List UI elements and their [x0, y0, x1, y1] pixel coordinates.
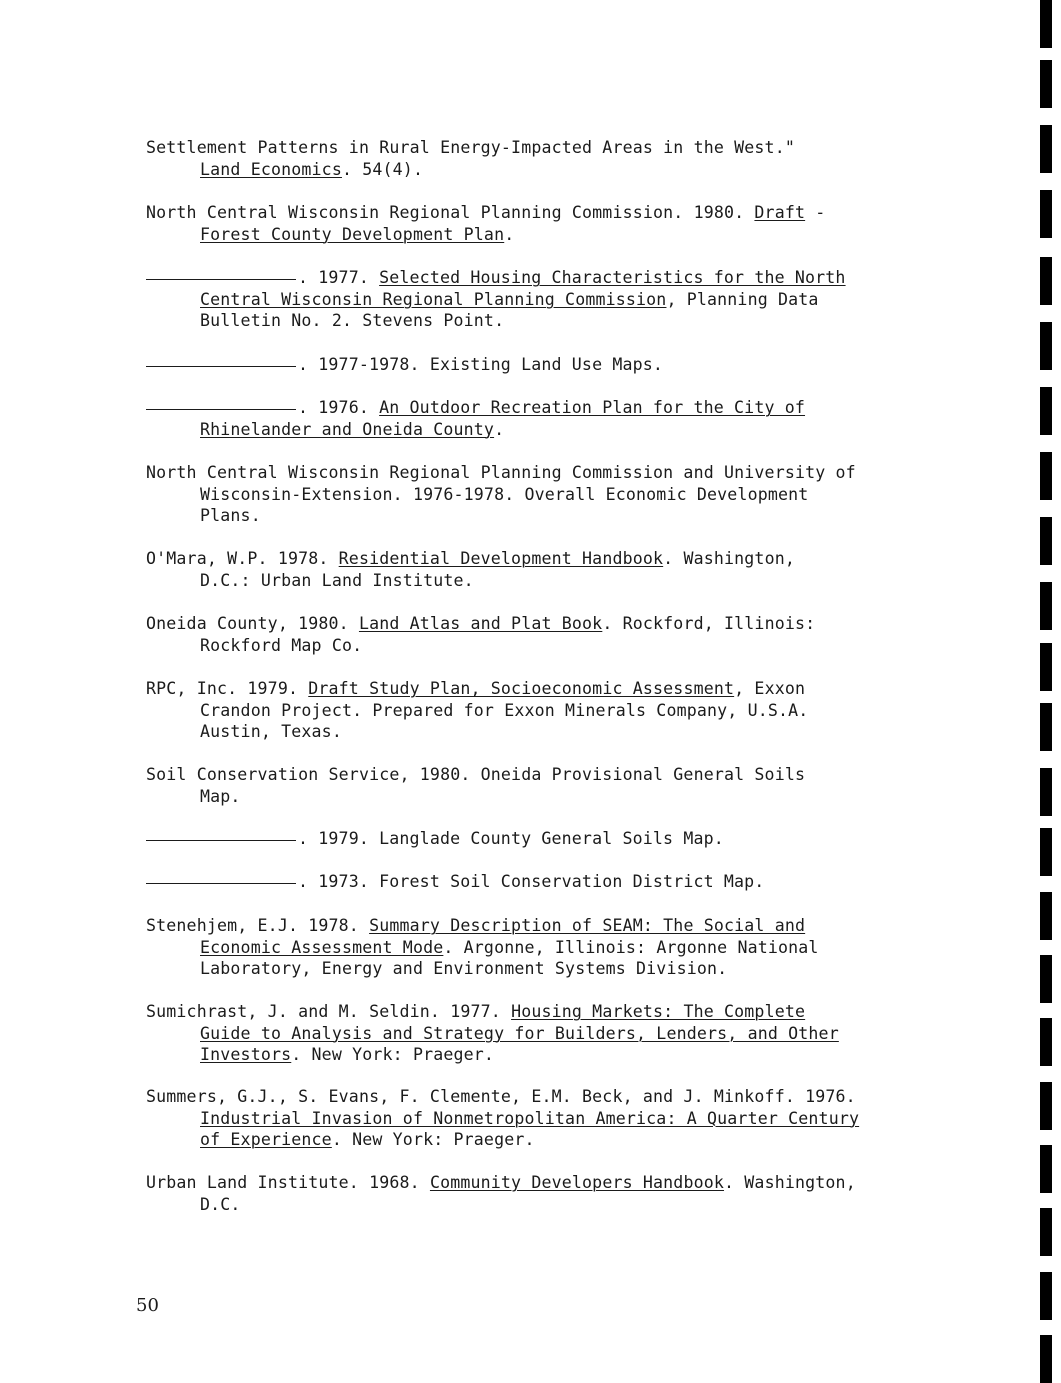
reference-text: Oneida County, 1980.: [146, 614, 359, 633]
reference-line: [146, 505, 946, 527]
reference-text: . New York: Praeger.: [331, 1130, 535, 1149]
reference-text: , Planning Data: [666, 289, 819, 309]
scan-edge-mark: [1040, 1018, 1052, 1066]
reference-text: . Rockford, Illinois:: [602, 614, 816, 633]
reference-text: Summers, G.J., S. Evans, F. Clemente, E.M. Beck, and J. Minkoff. 1976.: [146, 1087, 856, 1106]
reference-entry: [146, 548, 946, 591]
reference-text: . 1977.: [298, 268, 380, 287]
reference-text: . 1979. Langlade County General Soils Map.: [298, 829, 724, 848]
reference-line: [146, 484, 946, 506]
reference-title: Draft: [754, 203, 806, 222]
reference-text: North Central Wisconsin Regional Planning Commission and University of: [146, 463, 856, 482]
scan-edge-mark: [1040, 452, 1052, 500]
reference-text: . 1977-1978. Existing Land Use Maps.: [298, 355, 664, 374]
reference-text: . New York: Praeger.: [291, 1045, 495, 1064]
reference-text: Map.: [200, 786, 241, 806]
reference-line: [146, 786, 946, 808]
scan-edge-mark: [1040, 1335, 1052, 1383]
reference-line: [146, 700, 946, 722]
reference-title: Forest County Development Plan: [200, 224, 505, 244]
reference-title: Rhinelander and Oneida County: [200, 419, 495, 439]
scan-edge-mark: [1040, 1208, 1052, 1256]
reference-entry: [146, 354, 946, 376]
reference-text: O'Mara, W.P. 1978.: [146, 549, 339, 568]
reference-entry: [146, 678, 946, 743]
reference-title: of Experience: [200, 1130, 332, 1149]
reference-text: Crandon Project. Prepared for Exxon Minerals Company, U.S.A.: [200, 700, 809, 720]
scan-edge-mark: [1040, 60, 1052, 108]
reference-title: Guide to Analysis and Strategy for Builders, Lenders, and Other: [200, 1023, 839, 1043]
scan-edge-mark: [1040, 1272, 1052, 1320]
reference-text: North Central Wisconsin Regional Planning Commission. 1980.: [146, 203, 755, 222]
reference-line: [146, 267, 946, 289]
reference-line: [146, 310, 946, 332]
reference-line: [146, 871, 946, 893]
reference-entry: [146, 1172, 946, 1215]
reference-text: Laboratory, Energy and Environment Systems Division.: [200, 959, 728, 978]
scan-edge-mark: [1040, 892, 1052, 940]
scan-edge-mark: [1040, 828, 1052, 876]
reference-line: [146, 958, 946, 980]
scan-edge-mark: [1040, 1082, 1052, 1130]
reference-line: [146, 937, 946, 959]
reference-line: [146, 462, 946, 484]
reference-text: , Exxon: [734, 679, 806, 698]
scan-edge-mark: [1040, 257, 1052, 305]
reference-entry: [146, 613, 946, 656]
reference-line: [146, 678, 946, 700]
scan-edge-mark: [1040, 125, 1052, 173]
reference-line: [146, 1001, 946, 1023]
reference-text: . Argonne, Illinois: Argonne National: [443, 937, 819, 957]
reference-text: Stenehjem, E.J. 1978.: [146, 916, 370, 935]
reference-text: Wisconsin-Extension. 1976-1978. Overall Economic Development: [200, 484, 809, 504]
reference-line: [146, 635, 946, 657]
same-author-rule: [146, 365, 296, 367]
scan-edge-mark: [1040, 322, 1052, 370]
reference-text: Urban Land Institute. 1968.: [146, 1173, 430, 1192]
reference-line: [146, 1044, 946, 1066]
scan-edge-mark: [1040, 0, 1052, 48]
scan-edge-mark: [1040, 768, 1052, 816]
reference-title: Land Economics: [200, 159, 342, 179]
reference-line: [146, 1086, 946, 1108]
reference-line: [146, 1108, 946, 1130]
reference-text: RPC, Inc. 1979.: [146, 679, 309, 698]
reference-text: Settlement Patterns in Rural Energy-Impacted Areas in the West.": [146, 138, 795, 157]
reference-text: Rockford Map Co.: [200, 635, 363, 655]
same-author-rule: [146, 278, 296, 280]
reference-title: An Outdoor Recreation Plan for the City of: [379, 398, 806, 417]
reference-line: [146, 419, 946, 441]
reference-line: [146, 137, 946, 159]
reference-title: Residential Development Handbook: [338, 549, 664, 568]
same-author-rule: [146, 882, 296, 884]
reference-entry: [146, 202, 946, 245]
reference-title: Summary Description of SEAM: The Social and: [369, 916, 806, 935]
reference-text: . 54(4).: [341, 159, 424, 179]
reference-text: Plans.: [200, 506, 261, 525]
same-author-rule: [146, 839, 296, 841]
reference-line: [146, 1023, 946, 1045]
reference-text: . 1976.: [298, 398, 380, 417]
scan-edge-mark: [1040, 955, 1052, 1003]
reference-text: D.C.: [200, 1194, 241, 1214]
scan-edge-mark: [1040, 582, 1052, 630]
reference-text: D.C.: Urban Land Institute.: [200, 570, 474, 590]
reference-line: [146, 548, 946, 570]
scan-edge-mark: [1040, 190, 1052, 238]
reference-entry: [146, 462, 946, 527]
reference-title: Land Atlas and Plat Book: [358, 614, 603, 633]
reference-line: [146, 354, 946, 376]
reference-title: Central Wisconsin Regional Planning Commission: [200, 289, 667, 309]
reference-line: [146, 202, 946, 224]
reference-line: [146, 613, 946, 635]
reference-title: Economic Assessment Mode: [200, 937, 444, 957]
reference-line: [146, 289, 946, 311]
reference-title: Draft Study Plan, Socioeconomic Assessment: [308, 679, 735, 698]
reference-entry: [146, 764, 946, 807]
reference-line: [146, 224, 946, 246]
reference-entry: [146, 871, 946, 893]
reference-line: [146, 721, 946, 743]
scan-edge-mark: [1040, 387, 1052, 435]
reference-title: Industrial Invasion of Nonmetropolitan America: A Quarter Century: [200, 1108, 860, 1128]
scan-edge-mark: [1040, 1145, 1052, 1193]
reference-text: .: [494, 419, 505, 439]
reference-text: . 1973. Forest Soil Conservation District Map.: [298, 872, 765, 891]
reference-line: [146, 828, 946, 850]
page-number: 50: [136, 1295, 159, 1316]
reference-entry: [146, 915, 946, 980]
reference-line: [146, 159, 946, 181]
reference-line: [146, 397, 946, 419]
reference-text: Austin, Texas.: [200, 722, 342, 741]
reference-line: [146, 1194, 946, 1216]
reference-entry: [146, 828, 946, 850]
reference-line: [146, 915, 946, 937]
reference-title: Investors: [200, 1045, 292, 1064]
reference-line: [146, 1172, 946, 1194]
reference-text: Soil Conservation Service, 1980. Oneida Provisional General Soils: [146, 765, 806, 784]
reference-entry: [146, 137, 946, 180]
reference-text: . Washington,: [724, 1173, 856, 1192]
same-author-rule: [146, 408, 296, 410]
reference-text: -: [805, 203, 826, 222]
reference-text: Sumichrast, J. and M. Seldin. 1977.: [146, 1002, 512, 1021]
scan-edge-mark: [1040, 517, 1052, 565]
scan-edge-marks: [1040, 0, 1056, 1380]
reference-text: .: [504, 224, 515, 244]
reference-line: [146, 764, 946, 786]
reference-entry: [146, 1001, 946, 1066]
reference-entry: [146, 267, 946, 332]
reference-entry: [146, 1086, 946, 1151]
reference-line: [146, 1129, 946, 1151]
reference-title: Selected Housing Characteristics for the North: [379, 268, 846, 287]
reference-text: . Washington,: [663, 549, 795, 568]
reference-text: Bulletin No. 2. Stevens Point.: [200, 311, 505, 330]
reference-title: Housing Markets: The Complete: [511, 1002, 806, 1021]
scan-edge-mark: [1040, 703, 1052, 751]
reference-line: [146, 570, 946, 592]
reference-entry: [146, 397, 946, 440]
reference-title: Community Developers Handbook: [429, 1173, 725, 1192]
scan-edge-mark: [1040, 643, 1052, 691]
